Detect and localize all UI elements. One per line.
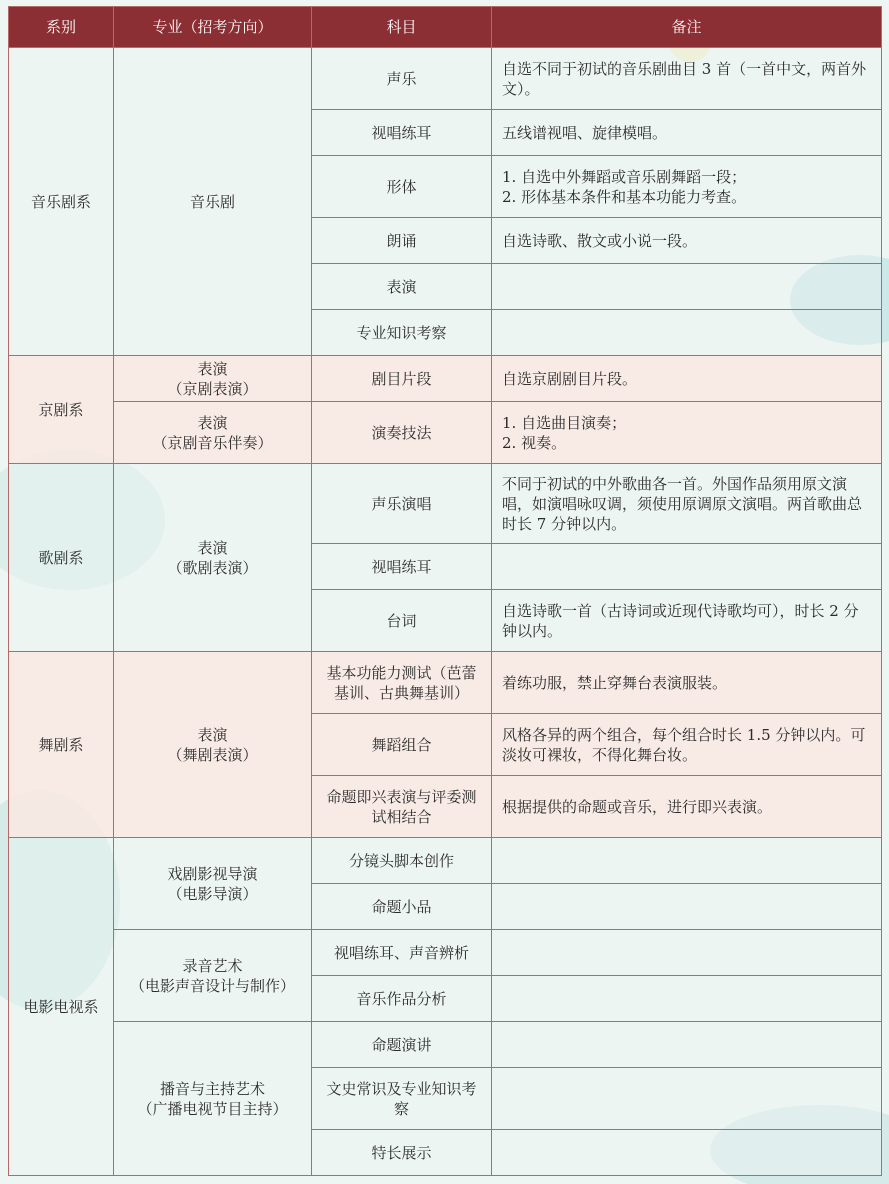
major-cell: 表演 （舞剧表演）	[114, 652, 312, 838]
major-cell: 戏剧影视导演 （电影导演）	[114, 838, 312, 930]
note-cell: 不同于初试的中外歌曲各一首。外国作品须用原文演唱，如演唱咏叹调，须使用原调原文演唱。两首歌曲总时长 7 分钟以内。	[492, 464, 882, 544]
note-cell: 着练功服，禁止穿舞台表演服装。	[492, 652, 882, 714]
subject-cell: 朗诵	[312, 218, 492, 264]
header-note: 备注	[492, 7, 882, 48]
table-header-row	[9, 7, 882, 48]
table-row	[9, 356, 882, 402]
major-cell: 播音与主持艺术 （广播电视节目主持）	[114, 1022, 312, 1176]
note-cell	[492, 1022, 882, 1068]
note-cell	[492, 884, 882, 930]
dept-cell: 京剧系	[9, 356, 114, 464]
note-cell	[492, 976, 882, 1022]
subject-cell: 视唱练耳、声音辨析	[312, 930, 492, 976]
note-cell: 自选诗歌、散文或小说一段。	[492, 218, 882, 264]
header-dept: 系别	[9, 7, 114, 48]
dept-cell: 电影电视系	[9, 838, 114, 1176]
subject-cell: 音乐作品分析	[312, 976, 492, 1022]
subject-cell: 特长展示	[312, 1130, 492, 1176]
major-cell: 音乐剧	[114, 48, 312, 356]
subject-cell: 分镜头脚本创作	[312, 838, 492, 884]
table-row	[9, 48, 882, 110]
dept-cell: 音乐剧系	[9, 48, 114, 356]
note-cell: 自选诗歌一首（古诗词或近现代诗歌均可），时长 2 分钟以内。	[492, 590, 882, 652]
note-cell: 自选不同于初试的音乐剧曲目 3 首（一首中文，两首外文）。	[492, 48, 882, 110]
table-row	[9, 1022, 882, 1068]
table-row	[9, 402, 882, 464]
dept-cell: 舞剧系	[9, 652, 114, 838]
note-cell	[492, 310, 882, 356]
note-cell	[492, 544, 882, 590]
subject-cell: 形体	[312, 156, 492, 218]
table-body	[9, 48, 882, 1176]
subject-cell: 台词	[312, 590, 492, 652]
note-cell: 风格各异的两个组合，每个组合时长 1.5 分钟以内。可淡妆可裸妆，不得化舞台妆。	[492, 714, 882, 776]
note-cell	[492, 838, 882, 884]
admission-table	[8, 6, 882, 1176]
table-row	[9, 652, 882, 714]
subject-cell: 命题演讲	[312, 1022, 492, 1068]
subject-cell: 表演	[312, 264, 492, 310]
table-row	[9, 464, 882, 544]
major-cell: 表演 （京剧表演）	[114, 356, 312, 402]
subject-cell: 舞蹈组合	[312, 714, 492, 776]
table-row	[9, 930, 882, 976]
header-subject: 科目	[312, 7, 492, 48]
note-cell: 1. 自选曲目演奏； 2. 视奏。	[492, 402, 882, 464]
subject-cell: 专业知识考察	[312, 310, 492, 356]
major-cell: 表演 （歌剧表演）	[114, 464, 312, 652]
subject-cell: 命题即兴表演与评委测试相结合	[312, 776, 492, 838]
subject-cell: 文史常识及专业知识考察	[312, 1068, 492, 1130]
note-cell	[492, 1068, 882, 1130]
note-cell: 自选京剧剧目片段。	[492, 356, 882, 402]
note-cell	[492, 930, 882, 976]
note-cell	[492, 1130, 882, 1176]
table-row	[9, 838, 882, 884]
header-major: 专业（招考方向）	[114, 7, 312, 48]
subject-cell: 剧目片段	[312, 356, 492, 402]
major-cell: 录音艺术 （电影声音设计与制作）	[114, 930, 312, 1022]
subject-cell: 基本功能力测试（芭蕾基训、古典舞基训）	[312, 652, 492, 714]
dept-cell: 歌剧系	[9, 464, 114, 652]
note-cell: 1. 自选中外舞蹈或音乐剧舞蹈一段； 2. 形体基本条件和基本功能力考查。	[492, 156, 882, 218]
subject-cell: 声乐	[312, 48, 492, 110]
subject-cell: 视唱练耳	[312, 110, 492, 156]
subject-cell: 演奏技法	[312, 402, 492, 464]
note-cell: 五线谱视唱、旋律模唱。	[492, 110, 882, 156]
subject-cell: 命题小品	[312, 884, 492, 930]
note-cell	[492, 264, 882, 310]
subject-cell: 声乐演唱	[312, 464, 492, 544]
note-cell: 根据提供的命题或音乐，进行即兴表演。	[492, 776, 882, 838]
subject-cell: 视唱练耳	[312, 544, 492, 590]
major-cell: 表演 （京剧音乐伴奏）	[114, 402, 312, 464]
